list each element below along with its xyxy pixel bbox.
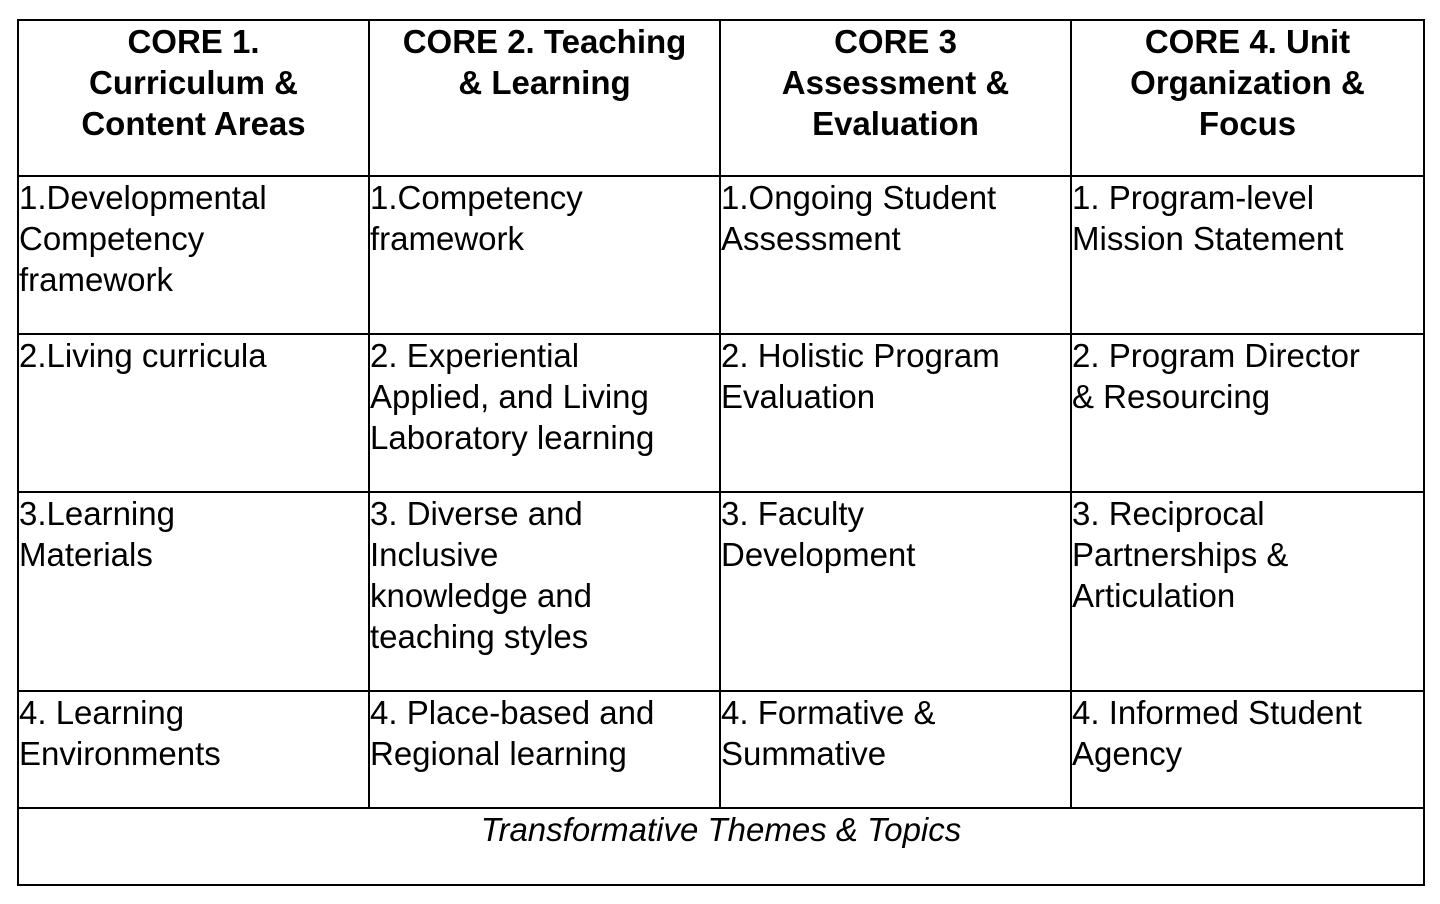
cell-text: 4. Formative & Summative: [721, 694, 936, 772]
cell-text: 3. Faculty Development: [721, 495, 916, 573]
header-core-1: [18, 20, 369, 176]
footer-label: Transformative Themes & Topics: [480, 811, 962, 848]
header-core-4-label: CORE 4. Unit Organization & Focus: [1130, 23, 1365, 142]
table-row: [18, 691, 1424, 808]
table-cell: [369, 334, 720, 492]
cell-text: 1.Developmental Competency framework: [19, 179, 267, 298]
footer-row: [18, 808, 1424, 885]
table-row: [18, 334, 1424, 492]
table-cell: [369, 492, 720, 691]
table-cell: [1071, 176, 1424, 334]
table-cell: [18, 691, 369, 808]
table-row: [18, 176, 1424, 334]
cell-text: 4. Place-based and Regional learning: [370, 694, 655, 772]
table-cell: [1071, 334, 1424, 492]
table-cell: [369, 176, 720, 334]
header-core-3: [720, 20, 1071, 176]
table-cell: [1071, 492, 1424, 691]
footer-cell: [18, 808, 1424, 885]
table-cell: [18, 176, 369, 334]
table-cell: [720, 176, 1071, 334]
cell-text: 1.Ongoing Student Assessment: [721, 179, 997, 257]
table-cell: [369, 691, 720, 808]
table-cell: [18, 492, 369, 691]
table-cell: [1071, 691, 1424, 808]
cell-text: 2. Program Director & Resourcing: [1072, 337, 1360, 415]
table-cell: [720, 691, 1071, 808]
cell-text: 4. Learning Environments: [19, 694, 221, 772]
cell-text: 3. Diverse and Inclusive knowledge and teaching styles: [370, 495, 593, 655]
cell-text: 1.Competency framework: [370, 179, 583, 257]
cell-text: 3.Learning Materials: [19, 495, 175, 573]
header-core-3-label: CORE 3 Assessment & Evaluation: [781, 23, 1010, 142]
header-core-2-label: CORE 2. Teaching & Learning: [402, 23, 687, 101]
cell-text: 2. Experiential Applied, and Living Laboratory learning: [370, 337, 655, 456]
table-cell: [18, 334, 369, 492]
core-framework-table: [17, 19, 1425, 886]
cell-text: 2. Holistic Program Evaluation: [721, 337, 1000, 415]
header-core-4: [1071, 20, 1424, 176]
cell-text: 4. Informed Student Agency: [1072, 694, 1362, 772]
table-cell: [720, 334, 1071, 492]
header-core-1-label: CORE 1. Curriculum & Content Areas: [81, 23, 306, 142]
header-row: [18, 20, 1424, 176]
cell-text: 3. Reciprocal Partnerships & Articulation: [1072, 495, 1289, 614]
header-core-2: [369, 20, 720, 176]
table-row: [18, 492, 1424, 691]
cell-text: 2.Living curricula: [19, 337, 267, 374]
cell-text: 1. Program-level Mission Statement: [1072, 179, 1344, 257]
table-cell: [720, 492, 1071, 691]
